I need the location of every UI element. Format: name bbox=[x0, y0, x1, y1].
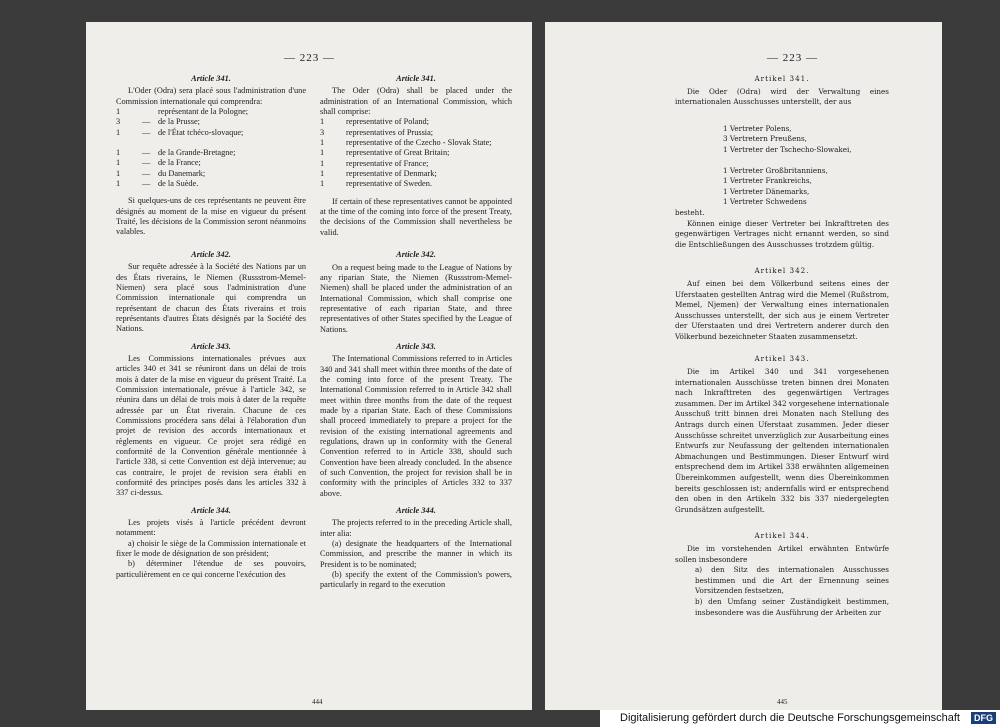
article-heading: Article 341. bbox=[191, 74, 231, 83]
paragraph: (a) designate the headquarters of the International Commission, and prescribe the manner in which its President is to be nominated; bbox=[320, 539, 512, 569]
list-item: 1 representative of Great Britain; bbox=[320, 148, 450, 158]
article-heading: Article 344. bbox=[191, 505, 231, 515]
page-number: — 223 — bbox=[284, 52, 335, 64]
inner-page-number: 444 bbox=[312, 698, 323, 706]
paragraph: b) den Umfang seiner Zuständigkeit bestimmen, insbesondere was die Ausführung der Arbeiten zur bbox=[695, 596, 889, 617]
paragraph: Si quelques-uns de ces représentants ne peuvent être désignés au moment de la mise en vigueur du présent Traité, les décisions de la Commission seront néanmoins valables. bbox=[116, 196, 306, 237]
list-item: 1 representative of Denmark; bbox=[320, 169, 437, 179]
list-item: 1 representative of the Czecho - Slovak State; bbox=[320, 138, 492, 148]
list-item: 1 — de la Grande-Bretagne; bbox=[116, 148, 236, 158]
article-heading: Article 341. bbox=[396, 74, 436, 83]
list-item: 3 Vertretern Preußens, bbox=[723, 134, 807, 144]
paragraph: The projects referred to in the preceding Article shall, inter alia: bbox=[320, 518, 512, 538]
paragraph: Les projets visés à l'article précédent devront notamment: bbox=[116, 518, 306, 538]
list bbox=[675, 124, 889, 208]
french-column bbox=[116, 74, 306, 580]
paragraph: Die im Artikel 340 und 341 vorgesehenen internationalen Ausschüsse treten binnen drei Monaten nach Inkrafttreten des gegenwärtigen Vertrages zusammen. Der im Artikel 342 vorgesehene internationale Ausschuß tritt binnen drei Monaten nach Stellung des Antrags durch einen Uferstaat zusammen. Jeder dieser Ausschüsse schreitet unverzüglich zur Ausarbeitung eines Entwurfs zur Neufassung der geltenden internationalen Abmachungen und Bestimmungen. Dieser Entwurf wird entsprechend dem im Artikel 338 erwähnten allgemeinen Übereinkommen aufgestellt, wenn dies Übereinkommen bereits geschlossen ist; andernfalls wird er entsprechend den oben in den Artikeln 332 bis 337 niedergelegten Grundsätzen aufgestellt. bbox=[675, 367, 889, 514]
article-heading: Article 344. bbox=[396, 506, 436, 516]
paragraph: The International Commissions referred to in Articles 340 and 341 shall meet within three months of the date of the coming into force of the present Treaty. The International Commission referred to in Article 342 shall meet within three months from the date of the request made by a riparian State. Each of these Commissions shall proceed immediately to prepare a project for the revision of the existing international agreements and regulations, drawn up in conformity with the General Convention referred to in Article 338, should such Convention have been already concluded. In the absence of such Convention, the project for revision shall be in conformity with the principles of Articles 332 to 337 above. bbox=[320, 354, 512, 498]
paragraph: L'Oder (Odra) sera placé sous l'administration d'une Commission internationale qui comprendra: bbox=[116, 86, 306, 106]
footer-text: Digitalisierung gefördert durch die Deutsche Forschungsgemeinschaft bbox=[620, 712, 960, 724]
paragraph: The Oder (Odra) shall be placed under the administration of an International Commission, which shall comprise: bbox=[320, 86, 512, 117]
list-item: 1 représentant de la Pologne; bbox=[116, 107, 249, 117]
list-item: 1 — de l'État tchéco-slovaque; bbox=[116, 127, 244, 137]
list-item: 1 Vertreter Dänemarks, bbox=[723, 186, 810, 196]
list-item: 1 Vertreter Frankreichs, bbox=[723, 176, 812, 186]
german-column bbox=[675, 74, 889, 618]
digitization-footer bbox=[600, 710, 1000, 727]
dfg-logo: DFG bbox=[971, 712, 996, 724]
list-item: 1 — de la France; bbox=[116, 158, 201, 168]
right-page bbox=[545, 22, 942, 710]
paragraph: Les Commissions internationales prévues aux articles 340 et 341 se réuniront dans un délai de trois mois à dater de la mise en vigueur du présent Traité. La Commission internationale, prévue à l'article 342, se réunira dans un délai de trois mois à dater de la requête adressée par un État riverain. Chacune de ces Commissions procédera sans délai à l'élaboration d'un projet de revision des accords internationaux et règlements en vigueur. Ce projet sera rédigé en conformité de la Convention générale mentionnée à l'article 338, si cette Convention est déjà intervenue; au cas contraire, le projet de revision sera établi en conformité des principes posés dans les articles 332 à 337 ci-dessus. bbox=[116, 353, 306, 498]
list-item: 1 Vertreter Polens, bbox=[723, 123, 792, 133]
article-heading: Article 343. bbox=[191, 341, 231, 351]
article-heading: Artikel 343. bbox=[754, 354, 810, 364]
list-item: 3 — de la Prusse; bbox=[116, 117, 200, 127]
article-heading: Artikel 344. bbox=[754, 531, 810, 541]
paragraph: Die Oder (Odra) wird der Verwaltung eines internationalen Ausschusses unterstellt, der aus bbox=[675, 86, 889, 107]
paragraph: Können einige dieser Vertreter bei Inkrafttreten des gegenwärtigen Vertrages nicht ernannt werden, so sind die Entschließungen des Ausschusses trotzdem gültig. bbox=[675, 218, 889, 249]
list-item: 1 Vertreter Schwedens bbox=[723, 197, 807, 207]
article-heading: Artikel 342. bbox=[754, 266, 810, 276]
paragraph: On a request being made to the League of Nations by any riparian State, the Niemen (Russstrom-Memel-Niemen) shall be placed under the administration of an International Commission, which shall comprise one representative of each riparian State, and three representatives of other States specified by the League of Nations. bbox=[320, 262, 512, 334]
list-item: 1 — de la Suède. bbox=[116, 179, 199, 189]
paragraph: Die im vorstehenden Artikel erwähnten Entwürfe sollen insbesondere bbox=[675, 543, 889, 564]
page-number: — 223 — bbox=[767, 52, 818, 64]
article-heading: Article 343. bbox=[396, 341, 436, 351]
paragraph: (b) specify the extent of the Commission's powers, particularly in regard to the execution bbox=[320, 570, 512, 590]
paragraph: If certain of these representatives cannot be appointed at the time of the coming into force of the present Treaty, the decisions of the Commission shall nevertheless be valid. bbox=[320, 196, 512, 237]
inner-page-number: 445 bbox=[777, 698, 788, 706]
paragraph: Auf einen bei dem Völkerbund seitens eines der Uferstaaten gestellten Antrag wird die Memel (Rußstrom, Memel, Njemen) der Verwaltung eines internationalen Ausschusses unterstellt, der sich aus je einem Vertreter der Uferstaaten und drei Vertretern anderer durch den Völkerbund bezeichneter Staaten zusammensetzt. bbox=[675, 278, 889, 341]
left-page bbox=[86, 22, 532, 710]
english-column bbox=[320, 74, 512, 591]
paragraph: besteht. bbox=[675, 207, 705, 217]
paragraph: Sur requête adressée à la Société des Nations par un des États riverains, le Niemen (Russstrom-Memel-Niemen) sera placé sous l'administration d'une Commission internationale qui comprendra un représentant de chacun des États riverains et trois représentants d'autres États désignés par la Société des Nations. bbox=[116, 262, 306, 334]
list-item: 3 representatives of Prussia; bbox=[320, 127, 434, 137]
list-item: 1 — du Danemark; bbox=[116, 168, 206, 178]
list-item: 1 representative of Poland; bbox=[320, 117, 429, 127]
list-item: 1 Vertreter der Tschecho-Slowakei, bbox=[723, 144, 852, 154]
paragraph: b) déterminer l'étendue de ses pouvoirs, particulièrement en ce qui concerne l'exécution des bbox=[116, 559, 306, 579]
article-heading: Article 342. bbox=[191, 249, 231, 259]
list-item: 1 representative of Sweden. bbox=[320, 179, 432, 189]
article-heading: Article 342. bbox=[396, 250, 436, 260]
paragraph: a) choisir le siège de la Commission internationale et fixer le mode de désignation de son président; bbox=[116, 538, 306, 559]
article-heading: Artikel 341. bbox=[754, 74, 810, 83]
list-item: 1 Vertreter Großbritanniens, bbox=[723, 165, 828, 175]
list-item: 1 representative of France; bbox=[320, 158, 429, 168]
paragraph: a) den Sitz des internationalen Ausschusses bestimmen und die Art der Ernennung seines Vorsitzenden festsetzen, bbox=[695, 565, 889, 596]
